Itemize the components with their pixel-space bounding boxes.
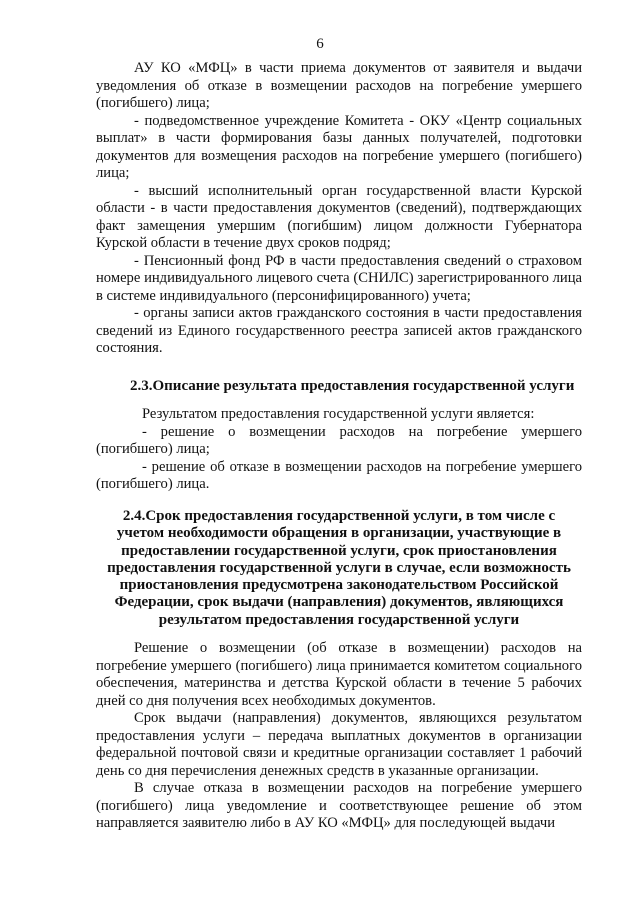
paragraph: Срок выдачи (направления) документов, являющихся результатом предоставления услуги – передача выплатных документов в организации федеральной почтовой связи и кредитные организации составляет 1 рабочий день со дня перечисления денежных средств в указанные организации. [96, 710, 582, 779]
paragraph: В случае отказа в возмещении расходов на погребение умершего (погибшего) лица уведомление и соответствующее решение об этом направляется заявителю либо в АУ КО «МФЦ» для последующей выдачи [96, 780, 582, 831]
paragraph: Результатом предоставления государственной услуги является: [142, 406, 535, 422]
list-item: - высший исполнительный орган государственной власти Курской области - в части предоставления документов (сведений), подтверждающих факт замещения умершим (погибшим) лицом должности Губернатора Курской области в течение двух сроков подряд; [96, 182, 582, 251]
section-heading-2-4 [96, 508, 582, 629]
heading-line: учетом необходимости обращения в организации, участвующие в [116, 525, 562, 542]
list-item: - решение о возмещении расходов на погребение умершего (погибшего) лица; [96, 423, 582, 457]
list-item: - подведомственное учреждение Комитета - ОКУ «Центр социальных выплат» в части формирования базы данных получателей, подготовки документов для возмещения расходов на погребение умершего (погибшего) лица; [96, 112, 582, 181]
responsibilities-list [96, 60, 582, 358]
heading-line: результатом предоставления государственной услуги [158, 611, 520, 628]
heading-line: Федерации, срок выдачи (направления) документов, являющихся [114, 594, 564, 611]
heading-line: приостановления предусмотрена законодательством Российской [119, 577, 559, 594]
list-item: - Пенсионный фонд РФ в части предоставления сведений о страховом номере индивидуального лицевого счета (СНИЛС) зарегистрированного лица в системе индивидуального (персонифицированного) учета; [96, 252, 582, 304]
page-number: 6 [316, 36, 324, 52]
heading-line: предоставления государственной услуги в случае, если возможность [107, 559, 571, 576]
result-description [96, 406, 582, 494]
paragraph: АУ КО «МФЦ» в части приема документов от заявителя и выдачи уведомления об отказе в возмещении расходов на погребение умершего (погибшего) лица; [96, 60, 582, 111]
section-heading-2-3: 2.3.Описание результата предоставления государственной услуги [130, 378, 575, 394]
term-description [96, 640, 582, 833]
heading-line: 2.4.Срок предоставления государственной услуги, в том числе с [122, 508, 556, 524]
list-item: - органы записи актов гражданского состояния в части предоставления сведений из Единого государственного реестра записей актов гражданского состояния. [96, 305, 582, 356]
heading-line: предоставлении государственной услуги, срок приостановления [121, 542, 557, 559]
paragraph: Решение о возмещении (об отказе в возмещении) расходов на погребение умершего (погибшего) лица принимается комитетом социального обеспечения, материнства и детства Курской области в течение 5 рабочих дней со дня получения всех необходимых документов. [96, 640, 582, 709]
list-item: - решение об отказе в возмещении расходов на погребение умершего (погибшего) лица. [96, 458, 582, 492]
